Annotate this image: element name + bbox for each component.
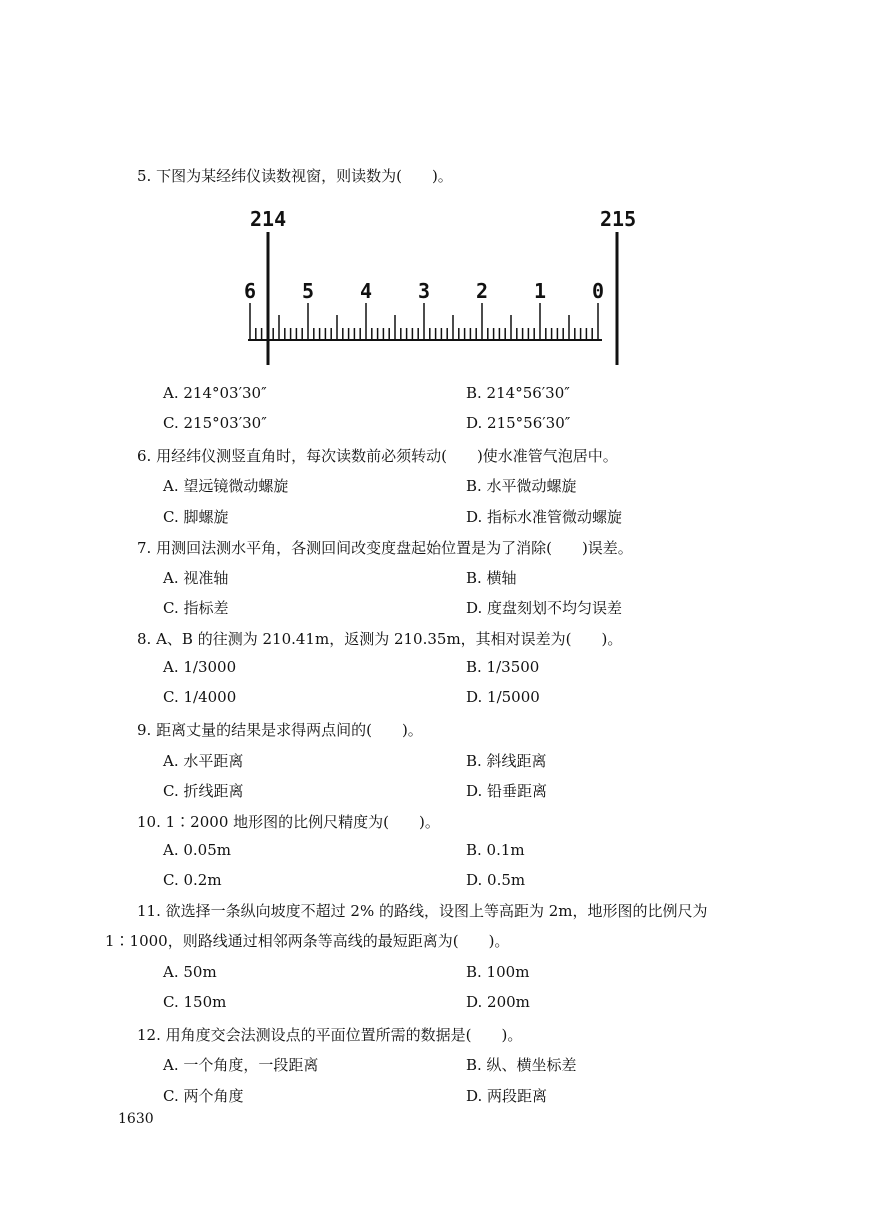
question-number: 8.	[137, 630, 152, 648]
question-number: 9.	[137, 721, 152, 739]
question-text: A、B 的往测为 210.41m，返测为 210.35m，其相对误差为( )。	[156, 630, 623, 648]
question-text: 下图为某经纬仪读数视窗，则读数为( )。	[156, 167, 453, 185]
q6-option-d: D. 指标水准管微动螺旋	[466, 508, 623, 526]
theodolite-reading-window	[230, 200, 650, 370]
question-number: 11.	[137, 902, 161, 920]
q5-option-d: D. 215°56′30″	[466, 414, 571, 432]
q10-option-d: D. 0.5m	[466, 871, 526, 889]
question-number: 5.	[137, 167, 152, 185]
question-6	[137, 445, 618, 466]
q12-option-d: D. 两段距离	[466, 1087, 548, 1105]
scale-label: 6	[243, 279, 257, 303]
question-10	[137, 811, 440, 832]
q9-option-a: A. 水平距离	[163, 752, 244, 770]
q11-option-d: D. 200m	[466, 993, 530, 1011]
q5-option-a: A. 214°03′30″	[163, 384, 267, 402]
question-number: 7.	[137, 539, 152, 557]
q12-option-a: A. 一个角度，一段距离	[163, 1056, 319, 1074]
q8-option-c: C. 1/4000	[163, 688, 237, 706]
question-8	[137, 628, 622, 649]
scale-labels	[244, 279, 604, 303]
question-7	[137, 537, 633, 558]
scale-label: 1	[533, 279, 547, 303]
question-number: 12.	[137, 1026, 161, 1044]
page-number: 1630	[118, 1111, 154, 1127]
question-line-2: 1∶1000，则路线通过相邻两条等高线的最短距离为( )。	[105, 932, 510, 950]
q11-option-b: B. 100m	[466, 963, 530, 981]
q9-option-b: B. 斜线距离	[466, 752, 547, 770]
q7-option-c: C. 指标差	[163, 599, 229, 617]
scale-label: 3	[417, 279, 431, 303]
q11-option-c: C. 150m	[163, 993, 227, 1011]
q9-option-d: D. 铅垂距离	[466, 782, 548, 800]
q10-option-a: A. 0.05m	[163, 841, 231, 859]
scale-ticks	[250, 303, 598, 340]
q11-option-a: A. 50m	[163, 963, 217, 981]
q7-option-b: B. 横轴	[466, 569, 517, 587]
question-11	[105, 896, 775, 956]
q7-option-d: D. 度盘刻划不均匀误差	[466, 599, 623, 617]
scale-label: 4	[359, 279, 373, 303]
question-5	[137, 165, 453, 186]
question-9	[137, 719, 423, 740]
question-12	[137, 1024, 522, 1045]
question-text: 用测回法测水平角，各测回间改变度盘起始位置是为了消除( )误差。	[156, 539, 633, 557]
question-line-1	[105, 896, 775, 926]
q8-option-b: B. 1/3500	[466, 658, 540, 676]
question-text: 用经纬仪测竖直角时，每次读数前必须转动( )使水准管气泡居中。	[156, 447, 618, 465]
q8-option-d: D. 1/5000	[466, 688, 540, 706]
q10-option-c: C. 0.2m	[163, 871, 222, 889]
q6-option-c: C. 脚螺旋	[163, 508, 229, 526]
q8-option-a: A. 1/3000	[163, 658, 237, 676]
q5-option-b: B. 214°56′30″	[466, 384, 570, 402]
q7-option-a: A. 视准轴	[163, 569, 229, 587]
question-text: 1∶2000 地形图的比例尺精度为( )。	[165, 813, 440, 831]
question-number: 10.	[137, 813, 161, 831]
q12-option-b: B. 纵、横坐标差	[466, 1056, 577, 1074]
q9-option-c: C. 折线距离	[163, 782, 244, 800]
q12-option-c: C. 两个角度	[163, 1087, 244, 1105]
question-text: 用角度交会法测设点的平面位置所需的数据是( )。	[165, 1026, 523, 1044]
question-text: 欲选择一条纵向坡度不超过 2% 的路线，设图上等高距为 2m，地形图的比例尺为	[165, 902, 708, 920]
question-text: 距离丈量的结果是求得两点间的( )。	[156, 721, 423, 739]
scale-label: 2	[475, 279, 489, 303]
degree-label-214: 214	[250, 207, 287, 231]
q5-option-c: C. 215°03′30″	[163, 414, 267, 432]
scale-label: 0	[591, 279, 605, 303]
q6-option-b: B. 水平微动螺旋	[466, 477, 577, 495]
q10-option-b: B. 0.1m	[466, 841, 525, 859]
question-number: 6.	[137, 447, 152, 465]
q6-option-a: A. 望远镜微动螺旋	[163, 477, 289, 495]
degree-label-215: 215	[600, 207, 637, 231]
scale-label: 5	[301, 279, 315, 303]
